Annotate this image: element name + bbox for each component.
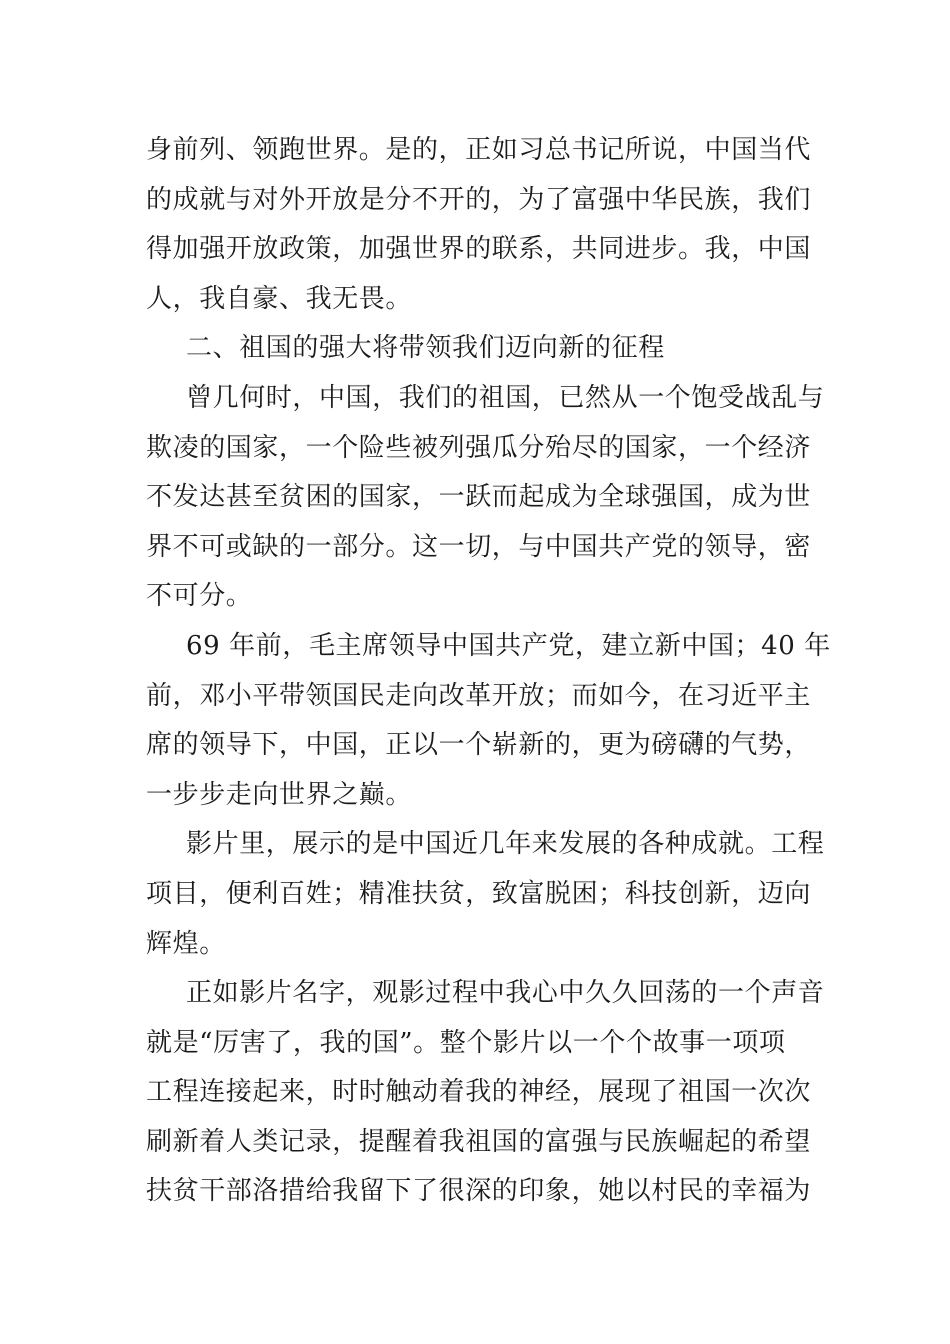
text-line: 辉煌。: [146, 928, 226, 959]
paragraph-4: [146, 820, 825, 969]
text-line: 项目，便利百姓；精准扶贫，致富脱困；科技创新，迈向: [146, 878, 812, 909]
paragraph-1: [146, 126, 812, 324]
text-line: 的成就与对外开放是分不开的，为了富强中华民族，我们: [146, 184, 812, 215]
text-line: 前，邓小平带领国民走向改革开放；而如今，在习近平主: [146, 680, 812, 711]
text-line: 一步步走向世界之巅。: [146, 779, 413, 810]
text-line: 身前列、领跑世界。是的，正如习总书记所说，中国当代: [146, 135, 812, 165]
section-heading: [146, 324, 806, 374]
paragraph-2: [146, 374, 825, 622]
text-line: 正如影片名字，观影过程中我心中久久回荡的一个声音: [186, 978, 825, 1009]
paragraph-5: [146, 969, 825, 1217]
text-line: 曾几何时，中国，我们的祖国，已然从一个饱受战乱与: [186, 382, 825, 413]
text-line: 欺凌的国家，一个险些被列强瓜分殆尽的国家，一个经济: [146, 432, 812, 463]
text-line: 不发达甚至贫困的国家，一跃而起成为全球强国，成为世: [146, 482, 812, 513]
text-line: 就是“厉害了，我的国”。整个影片以一个个故事一项项: [146, 1027, 786, 1058]
text-line: 界不可或缺的一部分。这一切，与中国共产党的领导，密: [146, 531, 812, 562]
text-line: 得加强开放政策，加强世界的联系，共同进步。我，中国: [146, 234, 812, 265]
text-line: 人，我自豪、我无畏。: [146, 283, 413, 314]
heading-line: 二、祖国的强大将带领我们迈向新的征程: [186, 333, 665, 364]
text-line: 工程连接起来，时时触动着我的神经，展现了祖国一次次: [146, 1077, 812, 1108]
text-line: 不可分。: [146, 581, 253, 612]
paragraph-3: [146, 622, 831, 820]
text-line: 影片里，展示的是中国近几年来发展的各种成就。工程: [186, 829, 825, 860]
body-text: [146, 126, 831, 1217]
text-line: 扶贫干部洛措给我留下了很深的印象，她以村民的幸福为: [146, 1176, 812, 1207]
text-line: 刷新着人类记录，提醒着我祖国的富强与民族崛起的希望: [146, 1126, 812, 1157]
text-line: 69 年前，毛主席领导中国共产党，建立新中国；40 年: [186, 630, 831, 661]
text-line: 席的领导下，中国，正以一个崭新的，更为磅礴的气势，: [146, 730, 812, 761]
